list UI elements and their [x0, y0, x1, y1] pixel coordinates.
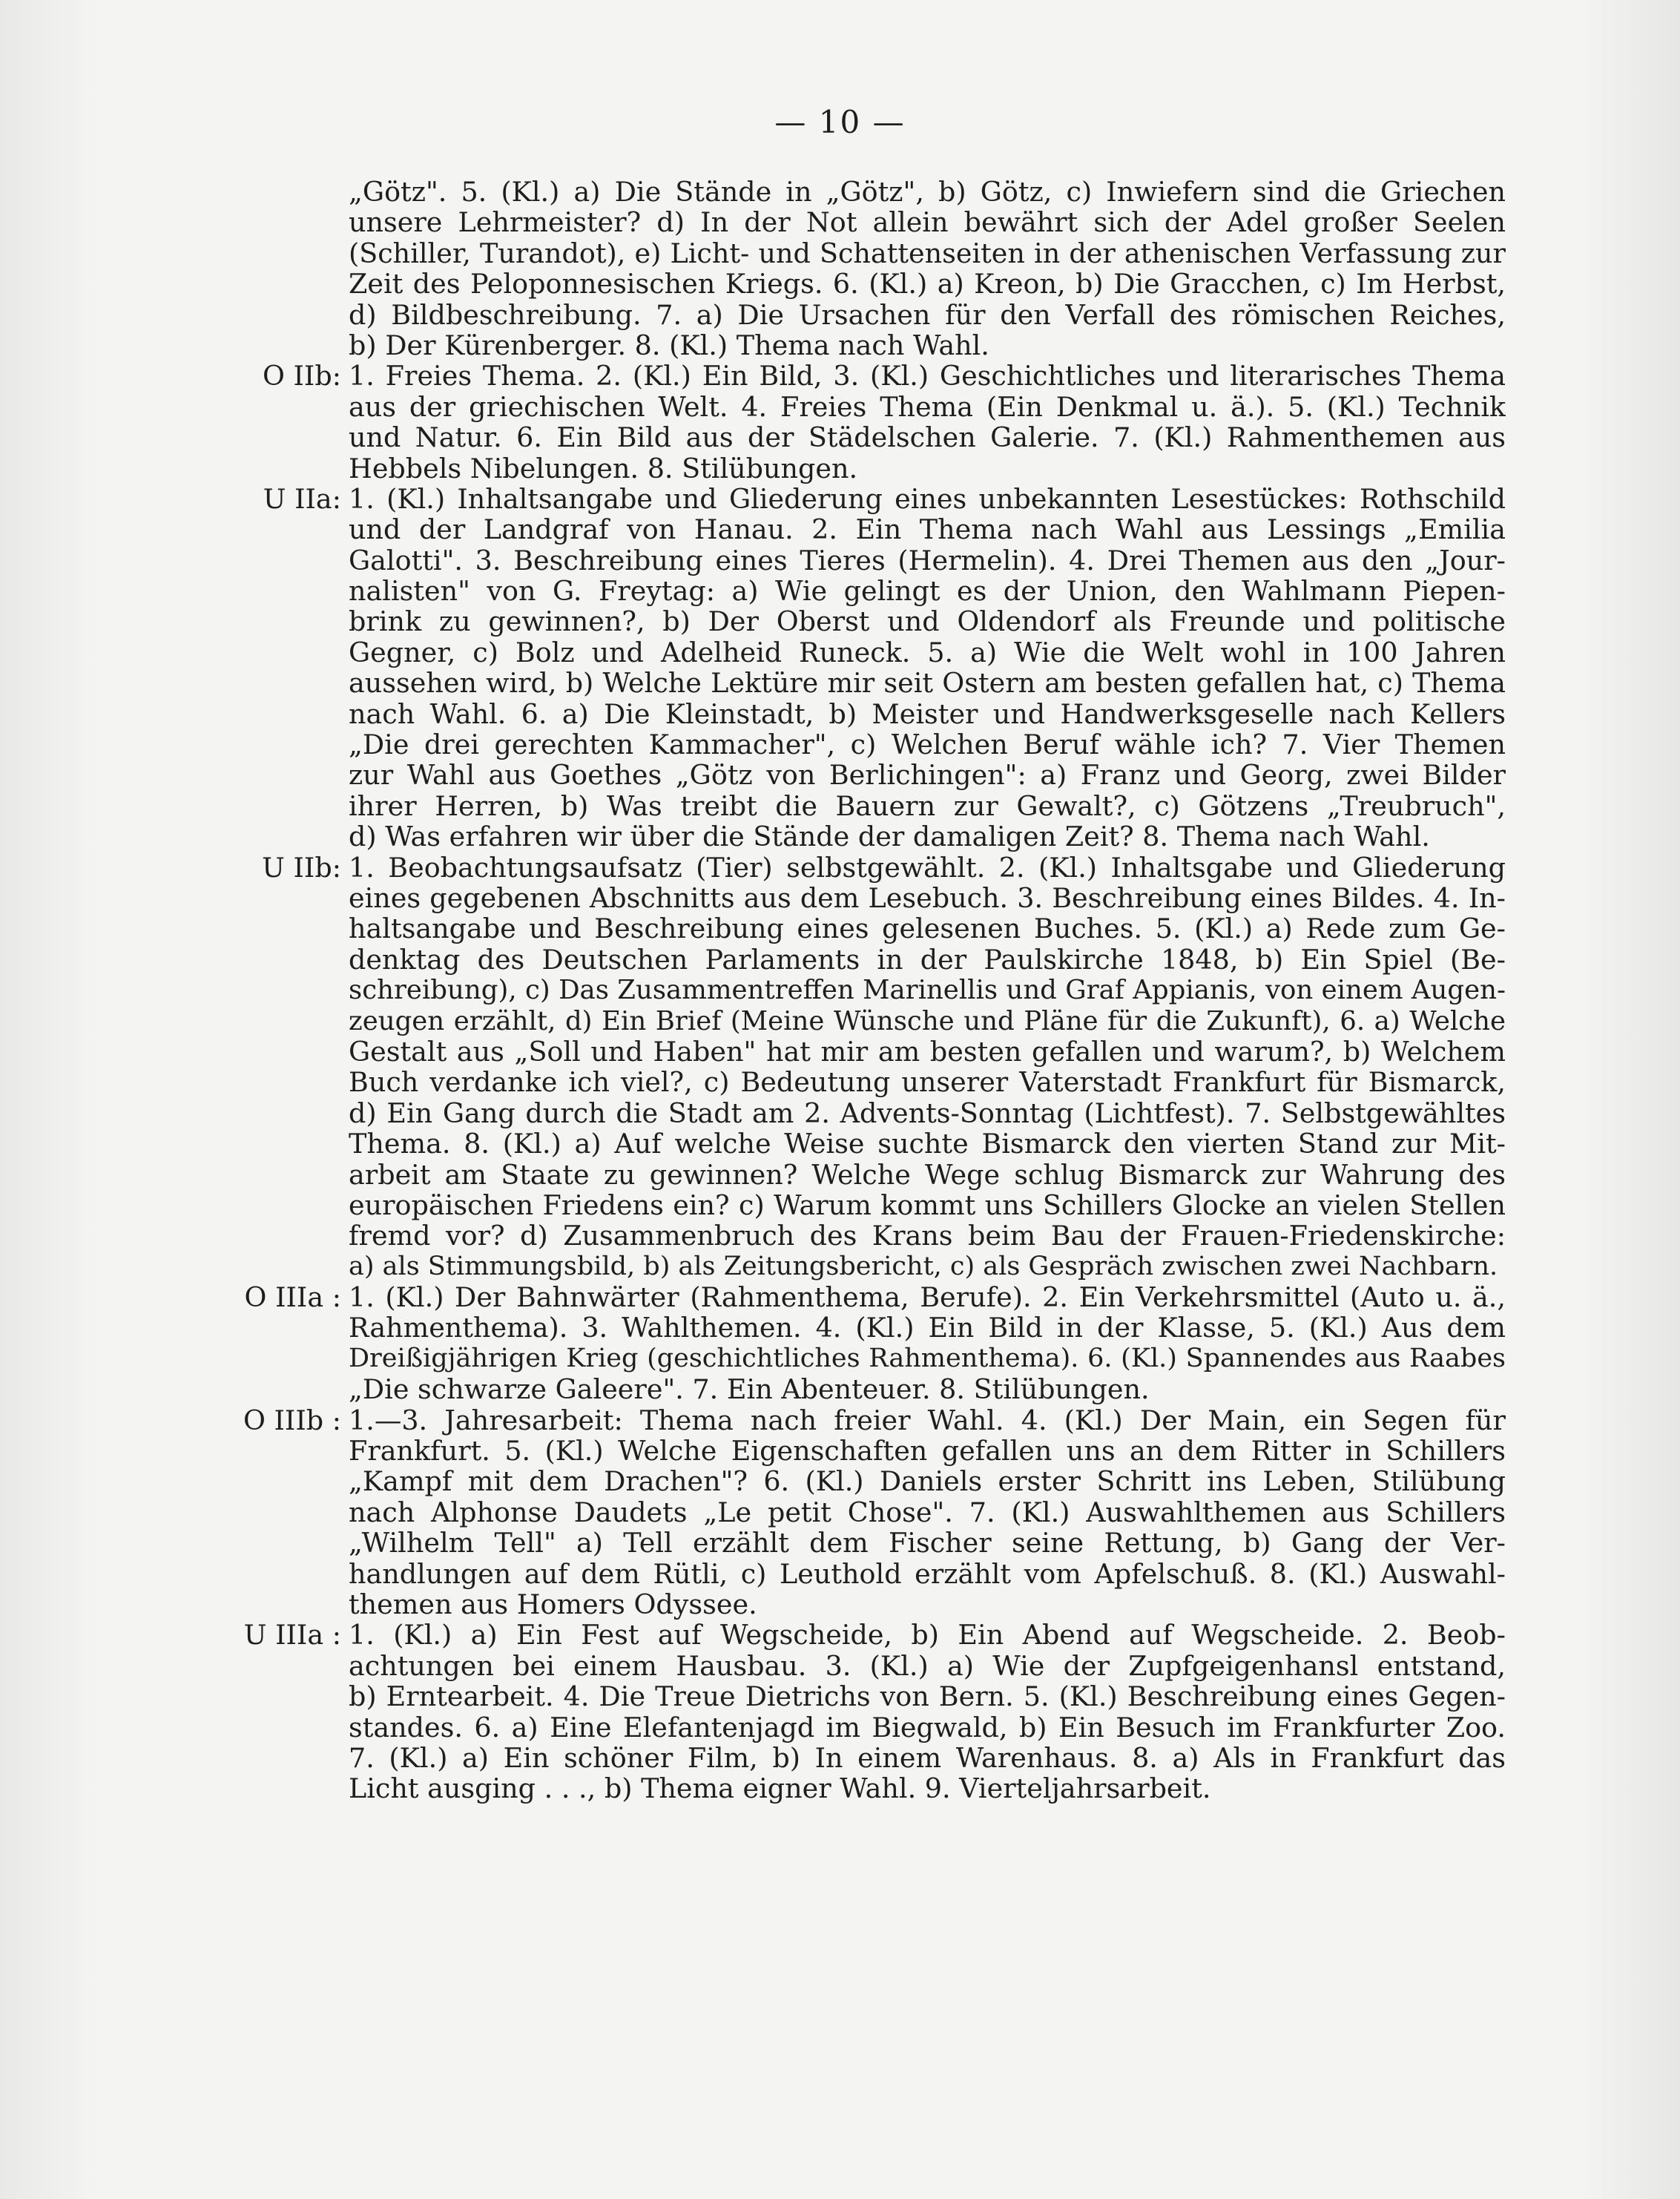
section-u-iia	[215, 484, 1506, 852]
text-line: Licht ausging . . ., b) Thema eigner Wahl. 9. Vierteljahrsarbeit.	[349, 1773, 1211, 1804]
text-line: „Die drei gerechten Kammacher", c) Welchen Beruf wähle ich? 7. Vier Themen	[349, 729, 1506, 760]
text-line: nalisten" von G. Freytag: a) Wie gelingt es der Union, den Wahlmann Piepen-	[349, 576, 1506, 607]
section-label: U IIb:	[262, 851, 341, 884]
text-line: b) Erntearbeit. 4. Die Treue Dietrichs von Bern. 5. (Kl.) Beschreibung eines Gegen-	[349, 1681, 1506, 1712]
section-label: U IIIa :	[243, 1619, 341, 1651]
text-line: a) als Stimmungsbild, b) als Zeitungsbericht, c) als Gespräch zwischen zwei Nachbarn.	[349, 1251, 1498, 1281]
text-line: „Götz". 5. (Kl.) a) Die Stände in „Götz", b) Götz, c) Inwiefern sind die Griechen	[349, 177, 1506, 208]
text-line: d) Ein Gang durch die Stadt am 2. Advents-Sonntag (Lichtfest). 7. Selbstgewähltes	[349, 1097, 1506, 1129]
text-line: 1. Beobachtungsaufsatz (Tier) selbstgewählt. 2. (Kl.) Inhaltsgabe und Gliederung	[349, 852, 1506, 883]
text-line: fremd vor? d) Zusammenbruch des Krans beim Bau der Frauen-Friedenskirche:	[349, 1220, 1506, 1252]
text-line: Galotti". 3. Beschreibung eines Tieres (Hermelin). 4. Drei Themen aus den „Jour-	[349, 545, 1506, 576]
text-line: handlungen auf dem Rütli, c) Leuthold erzählt vom Apfelschuß. 8. (Kl.) Auswahl-	[349, 1558, 1506, 1589]
text-line: Dreißigjährigen Krieg (geschichtliches Rahmenthema). 6. (Kl.) Spannendes aus Raabes	[349, 1343, 1506, 1373]
section-label: O IIIb :	[243, 1404, 341, 1436]
text-line: unsere Lehrmeister? d) In der Not allein bewährt sich der Adel großer Seelen	[349, 207, 1506, 238]
section-label: O IIIa :	[244, 1281, 341, 1314]
text-line: und Natur. 6. Ein Bild aus der Städelschen Galerie. 7. (Kl.) Rahmenthemen aus	[349, 422, 1506, 453]
text-line: „Kampf mit dem Drachen"? 6. (Kl.) Daniels erster Schritt ins Leben, Stilübung	[349, 1466, 1506, 1497]
text-line: europäischen Friedens ein? c) Warum kommt uns Schillers Glocke an vielen Stellen	[349, 1189, 1506, 1221]
text-line: Buch verdanke ich viel?, c) Bedeutung unserer Vaterstadt Frankfurt für Bismarck,	[349, 1067, 1506, 1098]
text-line: denktag des Deutschen Parlaments in der Paulskirche 1848, b) Ein Spiel (Be-	[349, 944, 1506, 976]
text-line: Rahmenthema). 3. Wahlthemen. 4. (Kl.) Ein Bild in der Klasse, 5. (Kl.) Aus dem	[349, 1312, 1506, 1344]
text-line: 7. (Kl.) a) Ein schöner Film, b) In einem Warenhaus. 8. a) Als in Frankfurt das	[349, 1742, 1506, 1774]
section-o-iiib	[215, 1405, 1506, 1620]
section-u-iiia	[215, 1620, 1506, 1804]
text-line: Frankfurt. 5. (Kl.) Welche Eigenschaften gefallen uns an dem Ritter in Schillers	[349, 1436, 1506, 1467]
text-line: standes. 6. a) Eine Elefantenjagd im Biegwald, b) Ein Besuch im Frankfurter Zoo.	[349, 1712, 1506, 1743]
text-line: schreibung), c) Das Zusammentreffen Marinellis und Graf Appianis, von einem Augen-	[349, 975, 1506, 1006]
text-line: d) Bildbeschreibung. 7. a) Die Ursachen für den Verfall des römischen Reiches,	[349, 299, 1506, 330]
text-line: 1. (Kl.) Der Bahnwärter (Rahmenthema, Berufe). 2. Ein Verkehrsmittel (Auto u. ä.,	[349, 1282, 1506, 1313]
text-line: eines gegebenen Abschnitts aus dem Lesebuch. 3. Beschreibung eines Bildes. 4. In-	[349, 882, 1506, 914]
section-label: U IIa:	[263, 482, 341, 515]
text-line: themen aus Homers Odyssee.	[349, 1588, 757, 1620]
text-line: Gegner, c) Bolz und Adelheid Runeck. 5. a) Wie die Welt wohl in 100 Jahren	[349, 637, 1506, 668]
section-u-iib	[215, 852, 1506, 1282]
text-line: 1.—3. Jahresarbeit: Thema nach freier Wahl. 4. (Kl.) Der Main, ein Segen für	[349, 1404, 1506, 1436]
text-line: Thema. 8. (Kl.) a) Auf welche Weise suchte Bismarck den vierten Stand zur Mit-	[349, 1128, 1506, 1160]
text-line: achtungen bei einem Hausbau. 3. (Kl.) a) Wie der Zupfgeigenhansl entstand,	[349, 1650, 1506, 1682]
text-line: aus der griechischen Welt. 4. Freies Thema (Ein Denkmal u. ä.). 5. (Kl.) Technik	[349, 391, 1506, 423]
text-line: Gestalt aus „Soll und Haben" hat mir am besten gefallen und warum?, b) Welchem	[349, 1036, 1506, 1068]
text-line: „Wilhelm Tell" a) Tell erzählt dem Fischer seine Rettung, b) Gang der Ver-	[349, 1528, 1506, 1559]
section-o-iiia	[215, 1282, 1506, 1405]
text-line: brink zu gewinnen?, b) Der Oberst und Oldendorf als Freunde und politische	[349, 606, 1506, 637]
section-o-iib	[215, 361, 1506, 484]
text-line: zeugen erzählt, d) Ein Brief (Meine Wünsche und Pläne für die Zukunft), 6. a) Welche	[349, 1005, 1506, 1036]
document-body	[215, 177, 1506, 1804]
section-continuation	[215, 177, 1506, 361]
text-line: 1. (Kl.) Inhaltsangabe und Gliederung eines unbekannten Lesestückes: Rothschild	[349, 483, 1506, 515]
section-label: O IIb:	[262, 360, 341, 392]
text-line: b) Der Kürenberger. 8. (Kl.) Thema nach Wahl.	[349, 329, 989, 361]
text-line: zur Wahl aus Goethes „Götz von Berlichingen": a) Franz und Georg, zwei Bilder	[349, 760, 1506, 791]
text-line: Hebbels Nibelungen. 8. Stilübungen.	[349, 453, 858, 484]
text-line: Zeit des Peloponnesischen Kriegs. 6. (Kl.) a) Kreon, b) Die Gracchen, c) Im Herbst,	[349, 269, 1506, 300]
text-line: „Die schwarze Galeere". 7. Ein Abenteuer. 8. Stilübungen.	[349, 1374, 1150, 1405]
text-line: haltsangabe und Beschreibung eines gelesenen Buches. 5. (Kl.) a) Rede zum Ge-	[349, 913, 1506, 944]
text-line: arbeit am Staate zu gewinnen? Welche Wege schlug Bismarck zur Wahrung des	[349, 1159, 1506, 1190]
text-line: und der Landgraf von Hanau. 2. Ein Thema nach Wahl aus Lessings „Emilia	[349, 514, 1506, 545]
text-line: nach Alphonse Daudets „Le petit Chose". 7. (Kl.) Auswahlthemen aus Schillers	[349, 1496, 1506, 1528]
text-line: aussehen wird, b) Welche Lektüre mir seit Ostern am besten gefallen hat, c) Thema	[349, 668, 1506, 699]
page-number: — 10 —	[774, 104, 906, 140]
text-line: ihrer Herren, b) Was treibt die Bauern zur Gewalt?, c) Götzens „Treubruch",	[349, 790, 1506, 822]
text-line: 1. Freies Thema. 2. (Kl.) Ein Bild, 3. (Kl.) Geschichtliches und literarisches Thema	[349, 361, 1506, 392]
text-line: 1. (Kl.) a) Ein Fest auf Wegscheide, b) Ein Abend auf Wegscheide. 2. Beob-	[349, 1620, 1506, 1651]
text-line: nach Wahl. 6. a) Die Kleinstadt, b) Meister und Handwerksgeselle nach Kellers	[349, 698, 1506, 730]
text-line: (Schiller, Turandot), e) Licht- und Schattenseiten in der athenischen Verfassung zur	[349, 237, 1506, 269]
text-line: d) Was erfahren wir über die Stände der damaligen Zeit? 8. Thema nach Wahl.	[349, 821, 1430, 852]
